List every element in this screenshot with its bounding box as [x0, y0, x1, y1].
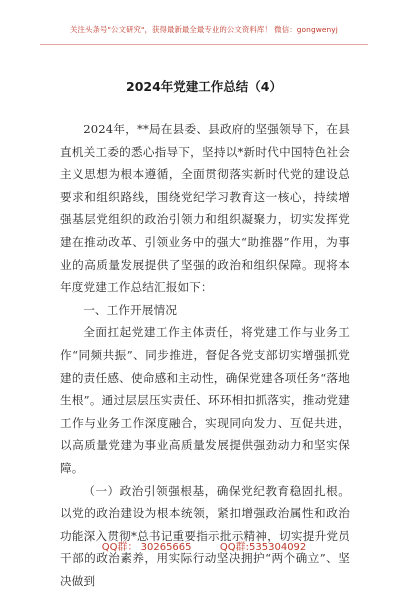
qq-group-1: QQ群： 30265665 [102, 538, 192, 553]
section-heading: 一、工作开展情况 [60, 299, 350, 322]
header-banner: 关注头条号"公文研究"，获得最新最全最专业的公文资料库！ 微信：gongwenyj [0, 24, 408, 35]
qq-group-2: QQ群:535304092 [220, 538, 306, 553]
document-body [60, 118, 350, 592]
footer-qq-groups [0, 538, 408, 553]
paragraph-responsibility: 全面扛起党建工作主体责任，将党建工作与业务工作“同频共振”、同步推进，督促各党支部切实增强抓党建的责任感、使命感和主动性，确保党建各项任务“落地生根”。通过层层压实责任、环环相扣抓落实，推动党建工作与业务工作深度融合，实现同向发力、互促共进，以高质量党建为事业高质量发展提供强劲动力和坚实保障。 [60, 321, 350, 479]
header-divider [40, 44, 368, 45]
paragraph-political-leadership: （一）政治引领强根基，确保党纪教育稳固扎根。以党的政治建设为根本统领，紧扣增强政治属性和政治功能深入贯彻*总书记重要指示批示精神，切实提升党员干部的政治素养，用实际行动坚决拥护“两个确立”、坚决做到 [60, 480, 350, 592]
document-title: 2024年党建工作总结（4） [0, 77, 408, 95]
paragraph-intro: 2024年，**局在县委、县政府的坚强领导下，在县直机关工委的悉心指导下，坚持以*新时代中国特色社会主义思想为根本遵循，全面贯彻落实新时代党的建设总要求和组织路线，围绕党纪学习教育这一核心，持续增强基层党组织的政治引领力和组织凝聚力，切实发挥党建在推动改革、引领业务中的强大“助推器”作用，为事业的高质量发展提供了坚强的政治和组织保障。现将本年度党建工作总结汇报如下： [60, 118, 350, 299]
